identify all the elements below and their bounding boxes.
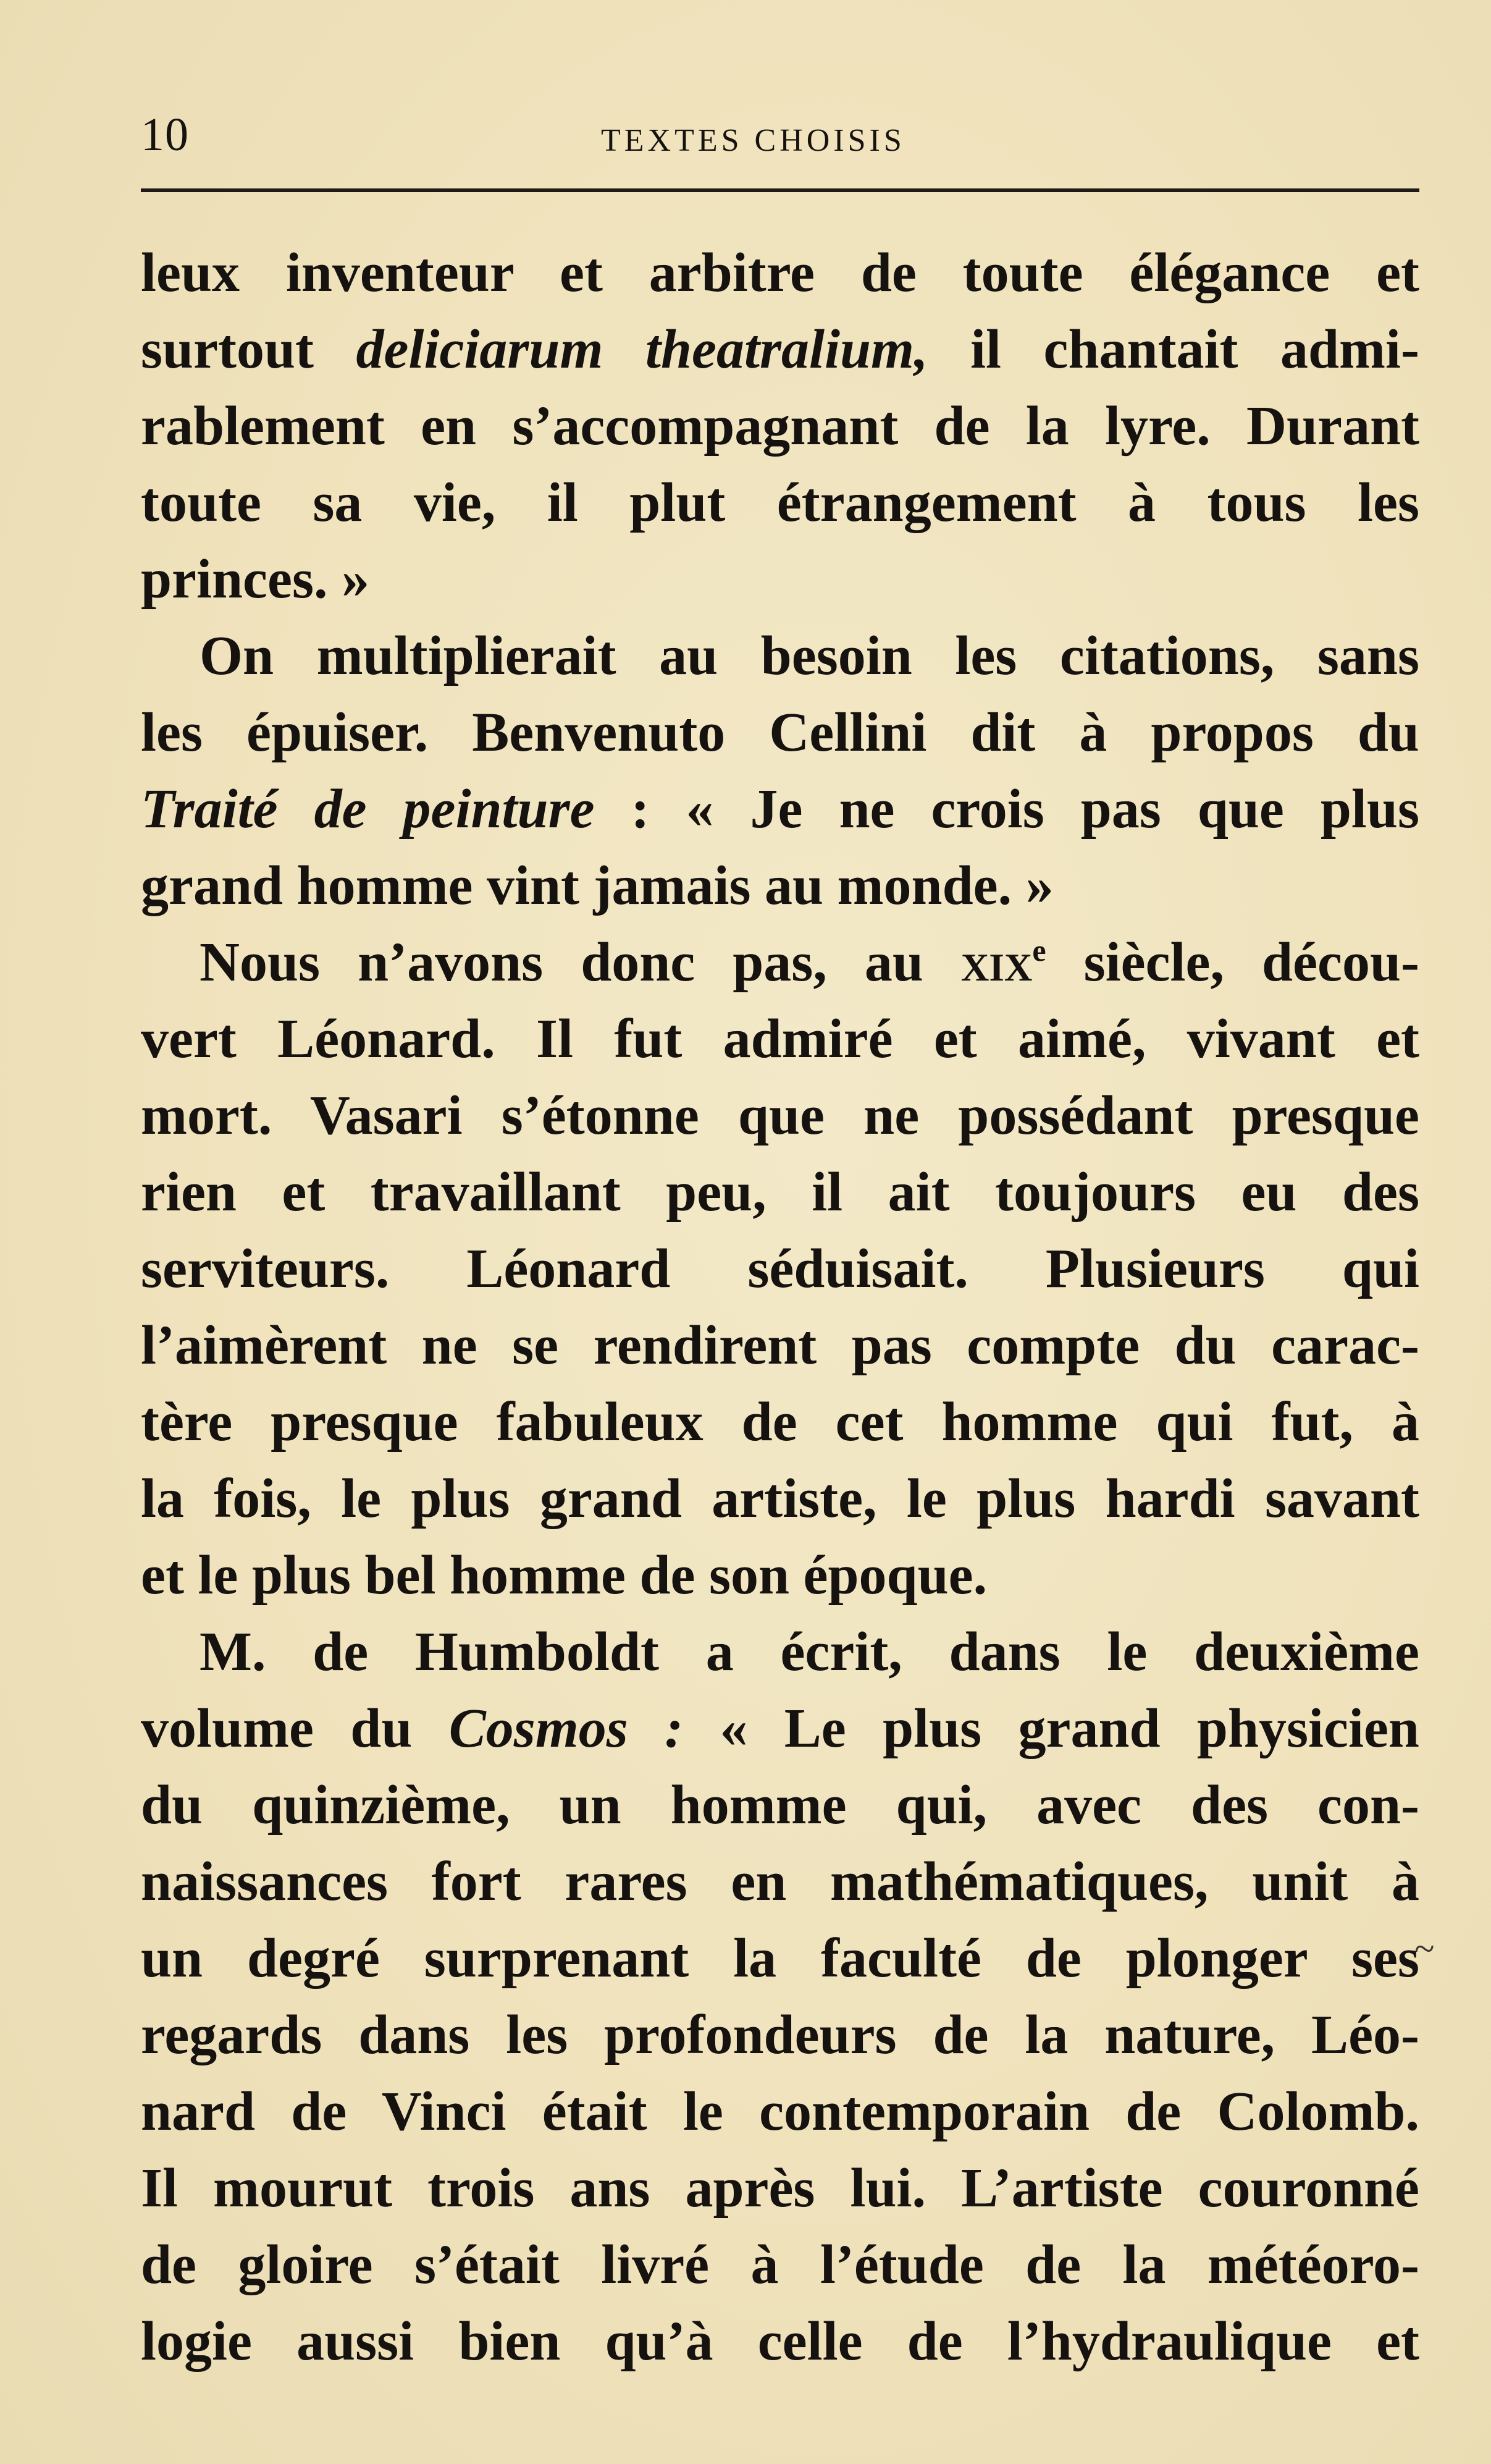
italic-phrase: deliciarum theatralium, <box>356 319 928 380</box>
text-line: toute sa vie, il plut étrangement à tous les <box>141 472 1419 533</box>
century-numeral: xix <box>960 932 1033 993</box>
text-run: Nous n’avons donc pas, au <box>200 932 961 993</box>
header-rule <box>141 188 1419 192</box>
running-title: TEXTES CHOISIS <box>601 123 905 158</box>
text-line: un degré surprenant la faculté de plonger ses <box>141 1928 1419 1989</box>
paragraph-start-line <box>141 924 1419 1001</box>
text-line <box>141 1690 1419 1767</box>
text-line: l’aimèrent ne se rendirent pas compte du carac- <box>141 1315 1419 1376</box>
text-line: leux inventeur et arbitre de toute élégance et <box>141 242 1419 303</box>
paragraph-start-line: On multiplierait au besoin les citations, sans <box>200 625 1419 686</box>
body-text <box>141 235 1419 2380</box>
italic-title: Cosmos : <box>448 1698 684 1759</box>
text-run: « Le plus grand physicien <box>683 1698 1419 1759</box>
text-line: regards dans les profondeurs de la nature, Léo- <box>141 2004 1419 2065</box>
margin-mark: ~ <box>1414 1928 1435 1969</box>
text-line <box>141 771 1419 848</box>
text-line: serviteurs. Léonard séduisait. Plusieurs qui <box>141 1238 1419 1299</box>
text-run: il chantait admi- <box>928 319 1420 380</box>
paragraph-end-line: et le plus bel homme de son époque. <box>141 1545 988 1606</box>
text-line: Il mourut trois ans après lui. L’artiste couronné <box>141 2158 1419 2219</box>
paragraph-start-line: M. de Humboldt a écrit, dans le deuxième <box>200 1621 1419 1682</box>
superscript: e <box>1032 933 1046 968</box>
paragraph-end-line: grand homme vint jamais au monde. » <box>141 855 1054 916</box>
text-run: surtout <box>141 319 356 380</box>
text-line: rien et travaillant peu, il ait toujours eu des <box>141 1162 1419 1223</box>
italic-title: Traité de peinture <box>141 778 595 840</box>
text-line: du quinzième, un homme qui, avec des con- <box>141 1774 1419 1836</box>
text-line: rablement en s’accompagnant de la lyre. Durant <box>141 395 1419 457</box>
page-number: 10 <box>141 109 189 161</box>
text-line: de gloire s’était livré à l’étude de la météoro- <box>141 2234 1419 2295</box>
text-run: volume du <box>141 1698 449 1759</box>
text-run: : « Je ne crois pas que plus <box>594 778 1419 840</box>
text-line: logie aussi bien qu’à celle de l’hydraulique et <box>141 2311 1419 2372</box>
text-line: la fois, le plus grand artiste, le plus hardi savant <box>141 1468 1419 1529</box>
text-run: siècle, décou- <box>1046 932 1419 993</box>
text-line: nard de Vinci était le contemporain de Colomb. <box>141 2081 1419 2142</box>
text-line: naissances fort rares en mathématiques, unit à <box>141 1851 1419 1912</box>
text-line: tère presque fabuleux de cet homme qui fut, à <box>141 1391 1419 1453</box>
text-line: vert Léonard. Il fut admiré et aimé, vivant et <box>141 1008 1419 1070</box>
running-head <box>141 102 1419 170</box>
text-line: mort. Vasari s’étonne que ne possédant presque <box>141 1085 1419 1146</box>
text-line: les épuiser. Benvenuto Cellini dit à propos du <box>141 702 1419 763</box>
paragraph-end-line: princes. » <box>141 549 369 610</box>
text-line <box>141 311 1419 388</box>
